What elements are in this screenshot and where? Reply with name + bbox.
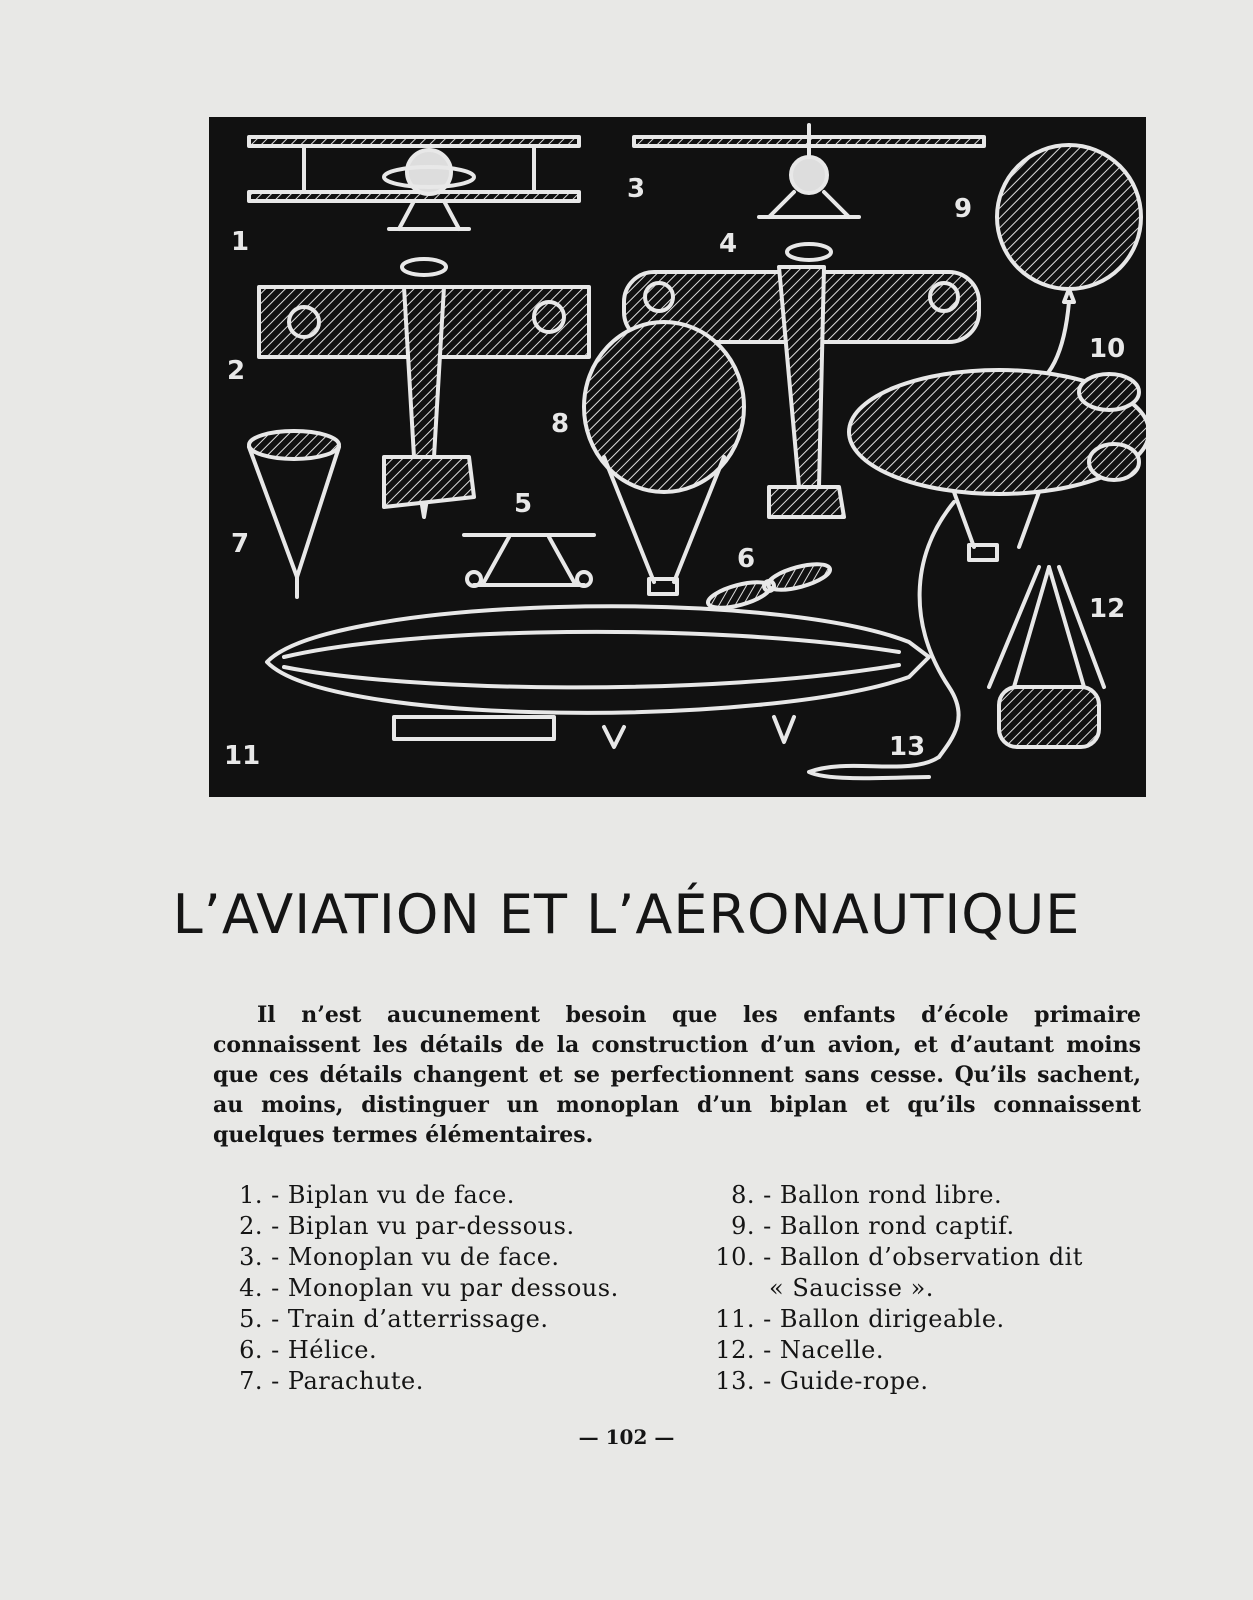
legend-list-right	[705, 1180, 1145, 1397]
illustration-label: 9	[954, 194, 973, 224]
illustration-label: 6	[737, 544, 756, 574]
illustration-label: 11	[224, 741, 261, 771]
legend-item: 4. - Monoplan vu par dessous.	[239, 1274, 619, 1302]
intro-paragraph: Il n’est aucunement besoin que les enfants d’école primaire connaissent les détails de la construction d’un avion, et d’autant moins que ces détails changent et se perfectionnent sans cesse. Qu’ils sachent, au moins, distinguer un monoplan d’un biplan et qu’ils connaissent quelques termes élémentaires.	[213, 1002, 1141, 1148]
legend-item: 12. - Nacelle.	[715, 1336, 885, 1364]
legend-item: 10. - Ballon d’observation dit	[715, 1243, 1083, 1271]
page-title: L’AVIATION ET L’AÉRONAUTIQUE	[172, 883, 1081, 946]
illustration-label: 5	[514, 489, 533, 519]
illustration-label: 7	[231, 529, 250, 559]
biplane-front-drawing	[249, 137, 579, 229]
illustration-label: 8	[551, 409, 570, 439]
biplane-below-drawing	[259, 259, 589, 517]
legend-item: 1. - Biplan vu de face.	[239, 1181, 515, 1209]
gondola-drawing	[989, 567, 1104, 747]
legend-item: 7. - Parachute.	[239, 1367, 424, 1395]
legend-item: 2. - Biplan vu par-dessous.	[239, 1212, 575, 1240]
legend-list-left	[213, 1180, 673, 1397]
legend-item-continuation: « Saucisse ».	[769, 1274, 934, 1302]
legend-item: 5. - Train d’atterrissage.	[239, 1305, 549, 1333]
legend-item: 13. - Guide-rope.	[715, 1367, 929, 1395]
parachute-drawing	[249, 431, 339, 597]
free-balloon-drawing	[584, 322, 744, 594]
illustration-label: 3	[627, 174, 646, 204]
illustration-label: 13	[889, 732, 926, 762]
legend-item: 3. - Monoplan vu de face.	[239, 1243, 560, 1271]
aviation-drawing	[209, 117, 1146, 797]
monoplane-front-drawing	[634, 125, 984, 217]
legend-item: 11. - Ballon dirigeable.	[715, 1305, 1005, 1333]
propeller-drawing	[706, 559, 833, 613]
legend-item: 9. - Ballon rond captif.	[731, 1212, 1015, 1240]
page-number: — 102 —	[578, 1425, 675, 1449]
aviation-illustration	[209, 117, 1146, 797]
legend-item: 6. - Hélice.	[239, 1336, 378, 1364]
observation-balloon-drawing	[849, 370, 1146, 757]
illustration-label: 10	[1089, 334, 1126, 364]
illustration-label: 2	[227, 356, 246, 386]
illustration-label: 1	[231, 227, 250, 257]
illustration-label: 4	[719, 229, 738, 259]
landing-gear-drawing	[464, 535, 594, 586]
illustration-label: 12	[1089, 594, 1126, 624]
airship-drawing	[267, 606, 929, 747]
legend-item: 8. - Ballon rond libre.	[731, 1181, 1003, 1209]
